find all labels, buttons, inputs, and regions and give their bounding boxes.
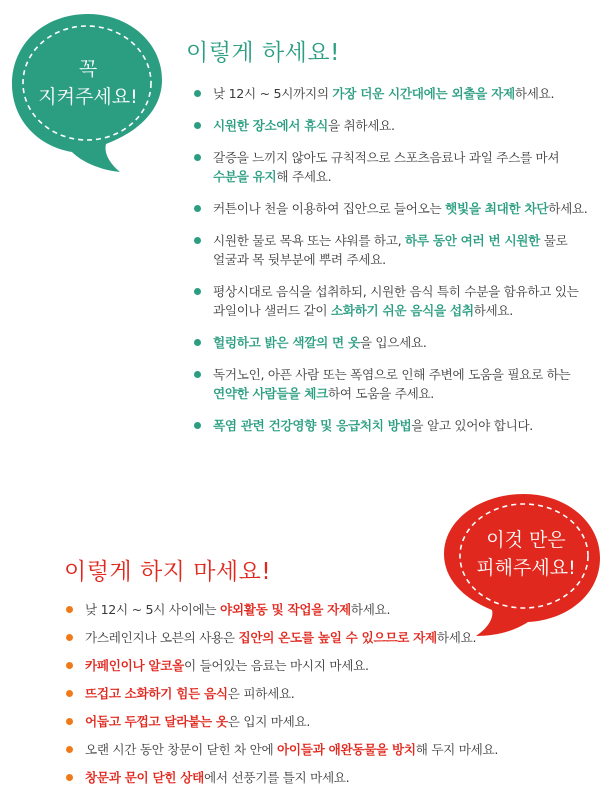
item-line — [213, 250, 588, 269]
body-text: 하세요. — [436, 630, 477, 645]
list-item — [194, 282, 588, 320]
bullet-dot — [194, 90, 201, 97]
item-line — [85, 628, 498, 647]
item-line — [213, 116, 588, 135]
body-text: 가스레인지나 오븐의 사용은 — [85, 630, 239, 645]
bullet-dot — [66, 690, 73, 697]
bullet-dot — [194, 122, 201, 129]
highlight-text: 뜨겁고 소화하기 힘든 음식 — [85, 686, 228, 701]
bullet-dot — [194, 422, 201, 429]
body-text: 시원한 물로 목욕 또는 샤워를 하고, — [213, 233, 406, 248]
list-item — [66, 628, 498, 647]
body-text: 은 입지 마세요. — [227, 714, 311, 729]
body-text: 을 취하세요. — [327, 118, 395, 133]
bullet-dot — [194, 339, 201, 346]
body-text: 은 피하세요. — [227, 686, 295, 701]
body-text: 낮 12시 ~ 5시 사이에는 — [85, 602, 220, 617]
item-line — [85, 712, 498, 731]
body-text: 낮 12시 ~ 5시까지의 — [213, 86, 333, 101]
highlight-text: 가장 더운 시간대에는 외출을 자제 — [332, 86, 515, 101]
body-text: 물로 — [540, 233, 568, 248]
item-line — [213, 167, 588, 186]
bullet-dot — [194, 237, 201, 244]
dont-list — [66, 600, 498, 796]
item-line — [85, 740, 498, 759]
body-text: 하여 도움을 주세요. — [327, 386, 435, 401]
bullet-dot — [66, 662, 73, 669]
list-item — [66, 656, 498, 675]
item-line — [213, 333, 588, 352]
list-item — [194, 116, 588, 135]
body-text: 이 들어있는 음료는 마시지 마세요. — [184, 658, 369, 673]
bullet-dot — [194, 371, 201, 378]
item-line — [85, 684, 498, 703]
item-line — [213, 148, 588, 167]
bullet-dot — [66, 746, 73, 753]
item-line — [213, 301, 588, 320]
bullet-dot — [194, 288, 201, 295]
highlight-text: 카페인이나 알코올 — [85, 658, 185, 673]
list-item — [194, 148, 588, 186]
bullet-dot — [66, 718, 73, 725]
highlight-text: 집안의 온도를 높일 수 있으므로 자제 — [238, 630, 437, 645]
body-text: 해 주세요. — [276, 169, 332, 184]
do-badge-line-1: 꼭 — [78, 58, 98, 80]
highlight-text: 하루 동안 여러 번 시원한 — [405, 233, 541, 248]
do-badge-line-2: 지켜주세요! — [38, 86, 138, 108]
item-line — [213, 282, 588, 301]
list-item — [194, 333, 588, 352]
bullet-dot — [66, 634, 73, 641]
item-line — [85, 600, 498, 619]
highlight-text: 폭염 관련 건강영향 및 응급처치 방법 — [213, 418, 412, 433]
item-line — [213, 231, 588, 250]
bullet-dot — [194, 205, 201, 212]
highlight-text: 아이들과 애완동물을 방치 — [277, 742, 416, 757]
body-text: 커튼이나 천을 이용하여 집안으로 들어오는 — [213, 201, 446, 216]
highlight-text: 소화하기 쉬운 음식을 섭취 — [330, 303, 474, 318]
highlight-text: 창문과 문이 닫힌 상태 — [85, 770, 205, 785]
bullet-dot — [194, 154, 201, 161]
do-list — [194, 84, 588, 448]
list-item — [66, 712, 498, 731]
list-item — [194, 231, 588, 269]
list-item — [194, 365, 588, 403]
item-line — [213, 199, 588, 218]
body-text: 과일이나 샐러드 같이 — [213, 303, 331, 318]
body-text: 하세요. — [548, 201, 588, 216]
list-item — [66, 600, 498, 619]
list-item — [194, 416, 588, 435]
highlight-text: 헐렁하고 밝은 색깔의 면 옷 — [213, 335, 360, 350]
body-text: 독거노인, 아픈 사람 또는 폭염으로 인해 주변에 도움을 필요로 하는 — [213, 367, 571, 382]
bullet-dot — [66, 606, 73, 613]
highlight-text: 야외활동 및 작업을 자제 — [219, 602, 351, 617]
body-text: 을 입으세요. — [359, 335, 427, 350]
do-badge — [4, 6, 172, 174]
list-item — [194, 199, 588, 218]
highlight-text: 연약한 사람들을 체크 — [213, 386, 328, 401]
body-text: 에서 선풍기를 틀지 마세요. — [204, 770, 350, 785]
body-text: 을 알고 있어야 합니다. — [411, 418, 534, 433]
item-line — [213, 384, 588, 403]
body-text: 하세요. — [473, 303, 513, 318]
body-text: 갈증을 느끼지 않아도 규칙적으로 스포츠음료나 과일 주스를 마셔 — [213, 150, 560, 165]
dont-badge-line-1: 이것 만은 — [486, 529, 566, 551]
do-heading: 이렇게 하세요! — [186, 40, 340, 66]
bullet-dot — [66, 774, 73, 781]
list-item — [194, 84, 588, 103]
body-text: 하세요. — [514, 86, 555, 101]
highlight-text: 어둡고 두껍고 달라붙는 옷 — [85, 714, 228, 729]
list-item — [66, 768, 498, 787]
highlight-text: 수분을 유지 — [213, 169, 277, 184]
item-line — [85, 656, 498, 675]
body-text: 평상시대로 음식을 섭취하되, 시원한 음식 특히 수분을 함유하고 있는 — [213, 284, 579, 299]
list-item — [66, 684, 498, 703]
body-text: 해 두지 마세요. — [415, 742, 499, 757]
body-text: 오랜 시간 동안 창문이 닫힌 차 안에 — [85, 742, 278, 757]
highlight-text: 시원한 장소에서 휴식 — [213, 118, 328, 133]
highlight-text: 햇빛을 최대한 차단 — [445, 201, 549, 216]
list-item — [66, 740, 498, 759]
item-line — [213, 84, 588, 103]
item-line — [213, 365, 588, 384]
item-line — [85, 768, 498, 787]
body-text: 얼굴과 목 뒷부분에 뿌려 주세요. — [213, 252, 386, 267]
dont-heading: 이렇게 하지 마세요! — [64, 559, 272, 585]
item-line — [213, 416, 588, 435]
body-text: 하세요. — [350, 602, 391, 617]
dont-badge-line-2: 피해주세요! — [476, 557, 576, 579]
